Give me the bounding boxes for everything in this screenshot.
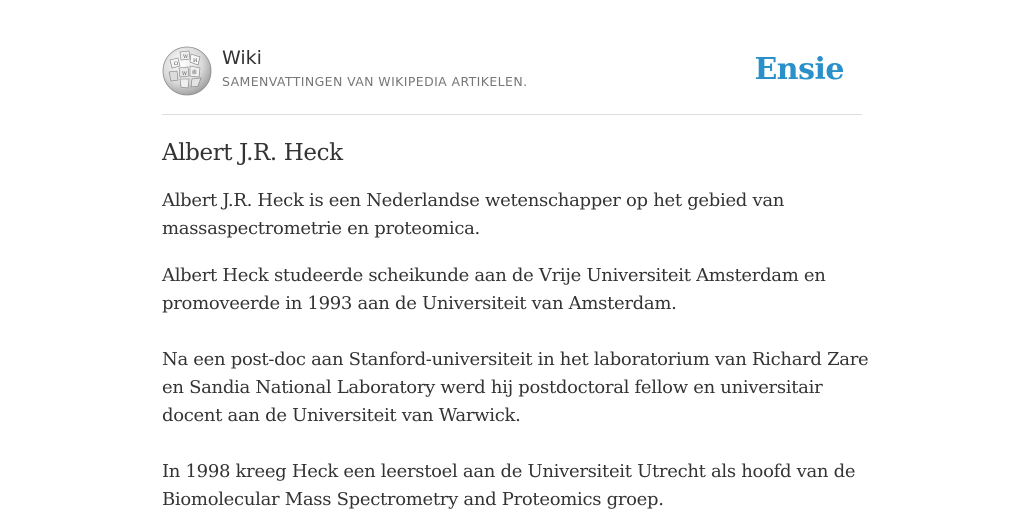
intro-line: massaspectrometrie en proteomica. (162, 218, 480, 239)
article-paragraph (162, 262, 862, 318)
svg-text:維: 維 (192, 70, 198, 76)
paragraph-line: en Sandia National Laboratory werd hij postdoctoral fellow en universitair (162, 377, 823, 398)
page-title: Albert J.R. Heck (162, 140, 343, 166)
svg-text:W: W (182, 71, 188, 77)
article-paragraph (162, 458, 862, 512)
wikipedia-globe-icon[interactable] (162, 46, 212, 96)
svg-text:W: W (183, 54, 189, 60)
site-name[interactable]: Wiki (222, 47, 262, 69)
intro-line: Albert J.R. Heck is een Nederlandse wetenschapper op het gebied van (162, 190, 785, 211)
svg-text:И: И (193, 58, 198, 64)
paragraph-line: Biomolecular Mass Spectrometry and Proteomics groep. (162, 489, 664, 510)
site-tagline: SAMENVATTINGEN VAN WIKIPEDIA ARTIKELEN. (222, 74, 528, 89)
article-intro (162, 187, 862, 243)
paragraph-line: promoveerde in 1993 aan de Universiteit van Amsterdam. (162, 293, 677, 314)
paragraph-line: In 1998 kreeg Heck een leerstoel aan de Universiteit Utrecht als hoofd van de (162, 461, 856, 482)
paragraph-line: docent aan de Universiteit van Warwick. (162, 405, 521, 426)
brand-logo[interactable]: Ensie (754, 52, 844, 87)
paragraph-line: Albert Heck studeerde scheikunde aan de Vrije Universiteit Amsterdam en (162, 265, 826, 286)
site-header (162, 44, 862, 115)
svg-text:Ω: Ω (174, 61, 179, 67)
article (162, 134, 869, 512)
article-paragraph (162, 346, 869, 430)
paragraph-line: Na een post-doc aan Stanford-universiteit in het laboratorium van Richard Zare (162, 349, 869, 370)
